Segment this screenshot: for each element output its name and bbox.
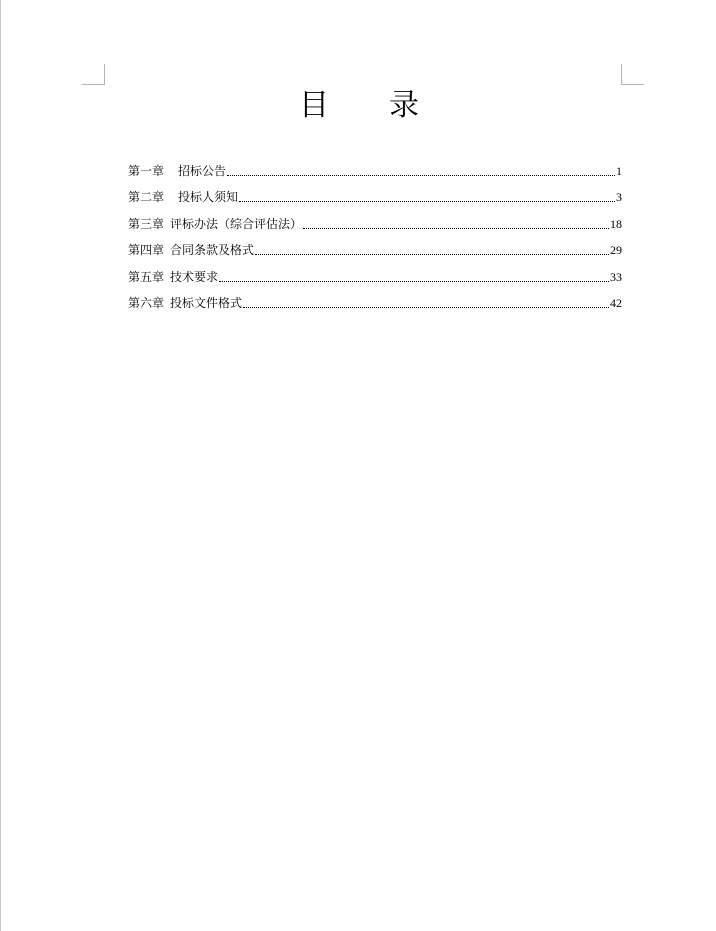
toc-chapter-title: 技术要求 [170, 269, 219, 284]
toc-dot-leader [243, 307, 609, 308]
toc-chapter-title: 招标公告 [178, 163, 227, 178]
toc-entry-chapter-3[interactable] [128, 205, 622, 232]
toc-heading [1, 84, 716, 128]
toc-chapter-label: 第四章 [128, 243, 165, 257]
toc-page-number: 3 [616, 190, 622, 204]
toc-entry-chapter-2[interactable] [128, 179, 622, 206]
toc-entry-chapter-6[interactable] [128, 285, 622, 312]
toc-heading-char: 目 [299, 88, 329, 123]
toc-heading-char: 录 [389, 88, 419, 123]
toc-page-number: 29 [610, 243, 622, 257]
toc-dot-leader [303, 228, 609, 229]
toc-chapter-label: 第三章 [128, 216, 165, 231]
toc-page-number: 18 [610, 216, 622, 231]
toc-chapter-label: 第五章 [128, 269, 165, 284]
toc-chapter-label: 第二章 [128, 190, 165, 204]
toc-entry-chapter-5[interactable] [128, 258, 622, 285]
toc-page-number: 1 [616, 163, 622, 178]
toc-dot-leader [219, 281, 609, 282]
toc-chapter-label: 第一章 [128, 163, 165, 178]
toc-chapter-label: 第六章 [128, 296, 165, 310]
toc-page-number: 42 [610, 296, 622, 310]
toc-entry-chapter-4[interactable] [128, 232, 622, 259]
toc-dot-leader [255, 254, 609, 255]
toc-chapter-title: 评标办法（综合评估法） [170, 216, 303, 231]
toc-dot-leader [227, 175, 615, 176]
toc-chapter-title: 投标人须知 [178, 190, 239, 204]
toc-page-number: 33 [610, 269, 622, 284]
margin-corner-top-left [82, 64, 105, 85]
margin-corner-top-right [621, 64, 644, 85]
table-of-contents [128, 152, 622, 311]
toc-dot-leader [239, 201, 615, 202]
toc-entry-chapter-1[interactable] [128, 152, 622, 179]
toc-chapter-title: 投标文件格式 [170, 296, 243, 310]
toc-chapter-title: 合同条款及格式 [170, 243, 255, 257]
